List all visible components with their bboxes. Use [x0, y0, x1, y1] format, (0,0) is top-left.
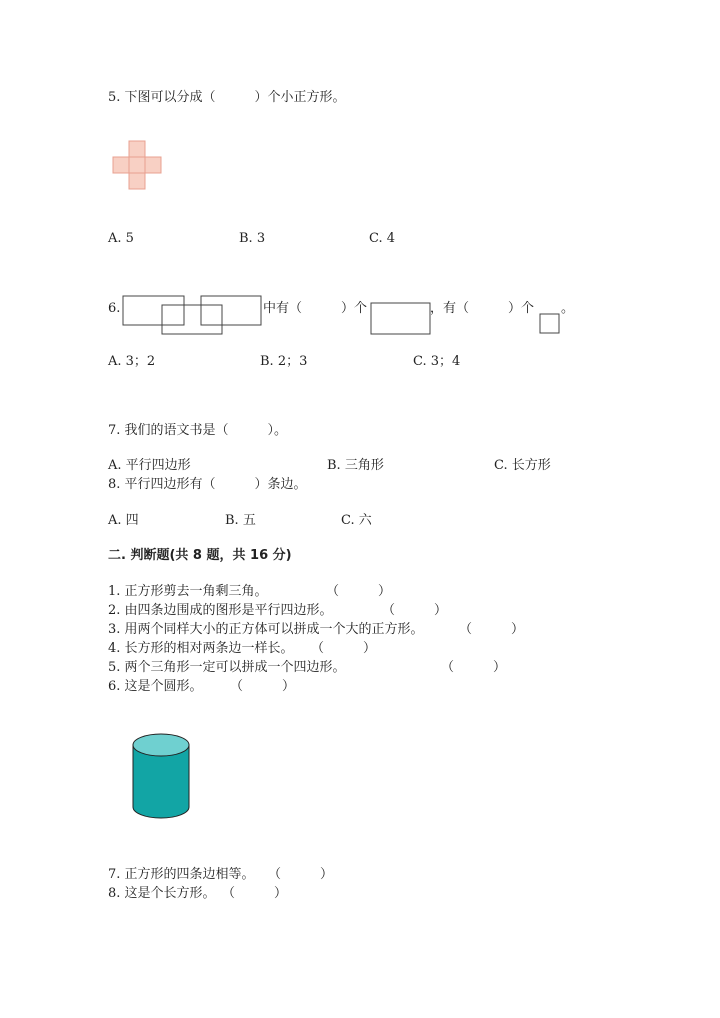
section-2-title: 二. 判断题(共 8 题，共 16 分)	[108, 548, 292, 563]
judge-parens-1: （ ）	[326, 584, 392, 599]
q6-end: 。	[561, 301, 575, 316]
judge-item-3: 3. 用两个同样大小的正方体可以拼成一个大的正方形。	[108, 622, 424, 637]
cylinder-figure	[131, 733, 191, 821]
judge-parens-2: （ ）	[382, 603, 448, 618]
cross-figure	[113, 141, 163, 191]
q6-number: 6.	[108, 301, 121, 316]
judge-parens-7: （ ）	[268, 867, 334, 882]
q8-option-c: C. 六	[341, 513, 372, 528]
judge-item-4: 4. 长方形的相对两条边一样长。	[108, 641, 294, 656]
overlapping-rectangles-figure	[122, 295, 264, 335]
rectangle-shape-icon	[370, 302, 432, 336]
square-shape-icon	[539, 313, 561, 335]
q6-option-b: B. 2；3	[260, 354, 308, 369]
judge-parens-5: （ ）	[441, 660, 507, 675]
q6-option-a: A. 3；2	[108, 354, 156, 369]
q6-option-c: C. 3；4	[413, 354, 461, 369]
q8-option-a: A. 四	[108, 513, 139, 528]
judge-parens-3: （ ）	[459, 622, 525, 637]
q6-text2: ，有（ ）个	[430, 301, 535, 316]
judge-item-2: 2. 由四条边围成的图形是平行四边形。	[108, 603, 333, 618]
judge-parens-6: （ ）	[230, 679, 296, 694]
q7-stem: 7. 我们的语文书是（ ）。	[108, 423, 288, 438]
q8-option-b: B. 五	[225, 513, 256, 528]
q5-stem: 5. 下图可以分成（ ）个小正方形。	[108, 90, 346, 105]
q5-option-c: C. 4	[369, 231, 396, 246]
judge-parens-4: （ ）	[311, 641, 377, 656]
q5-option-a: A. 5	[108, 231, 134, 246]
q8-stem: 8. 平行四边形有（ ）条边。	[108, 477, 307, 492]
judge-item-1: 1. 正方形剪去一角剩三角。	[108, 584, 268, 599]
judge-item-6: 6. 这是个圆形。	[108, 679, 203, 694]
judge-item-7: 7. 正方形的四条边相等。	[108, 867, 255, 882]
judge-item-8: 8. 这是个长方形。	[108, 886, 216, 901]
judge-item-5: 5. 两个三角形一定可以拼成一个四边形。	[108, 660, 346, 675]
q7-option-b: B. 三角形	[327, 458, 384, 473]
q7-option-c: C. 长方形	[494, 458, 551, 473]
judge-parens-8: （ ）	[222, 886, 288, 901]
q7-option-a: A. 平行四边形	[108, 458, 191, 473]
q6-text1: 中有（ ）个	[263, 301, 368, 316]
q5-option-b: B. 3	[239, 231, 266, 246]
